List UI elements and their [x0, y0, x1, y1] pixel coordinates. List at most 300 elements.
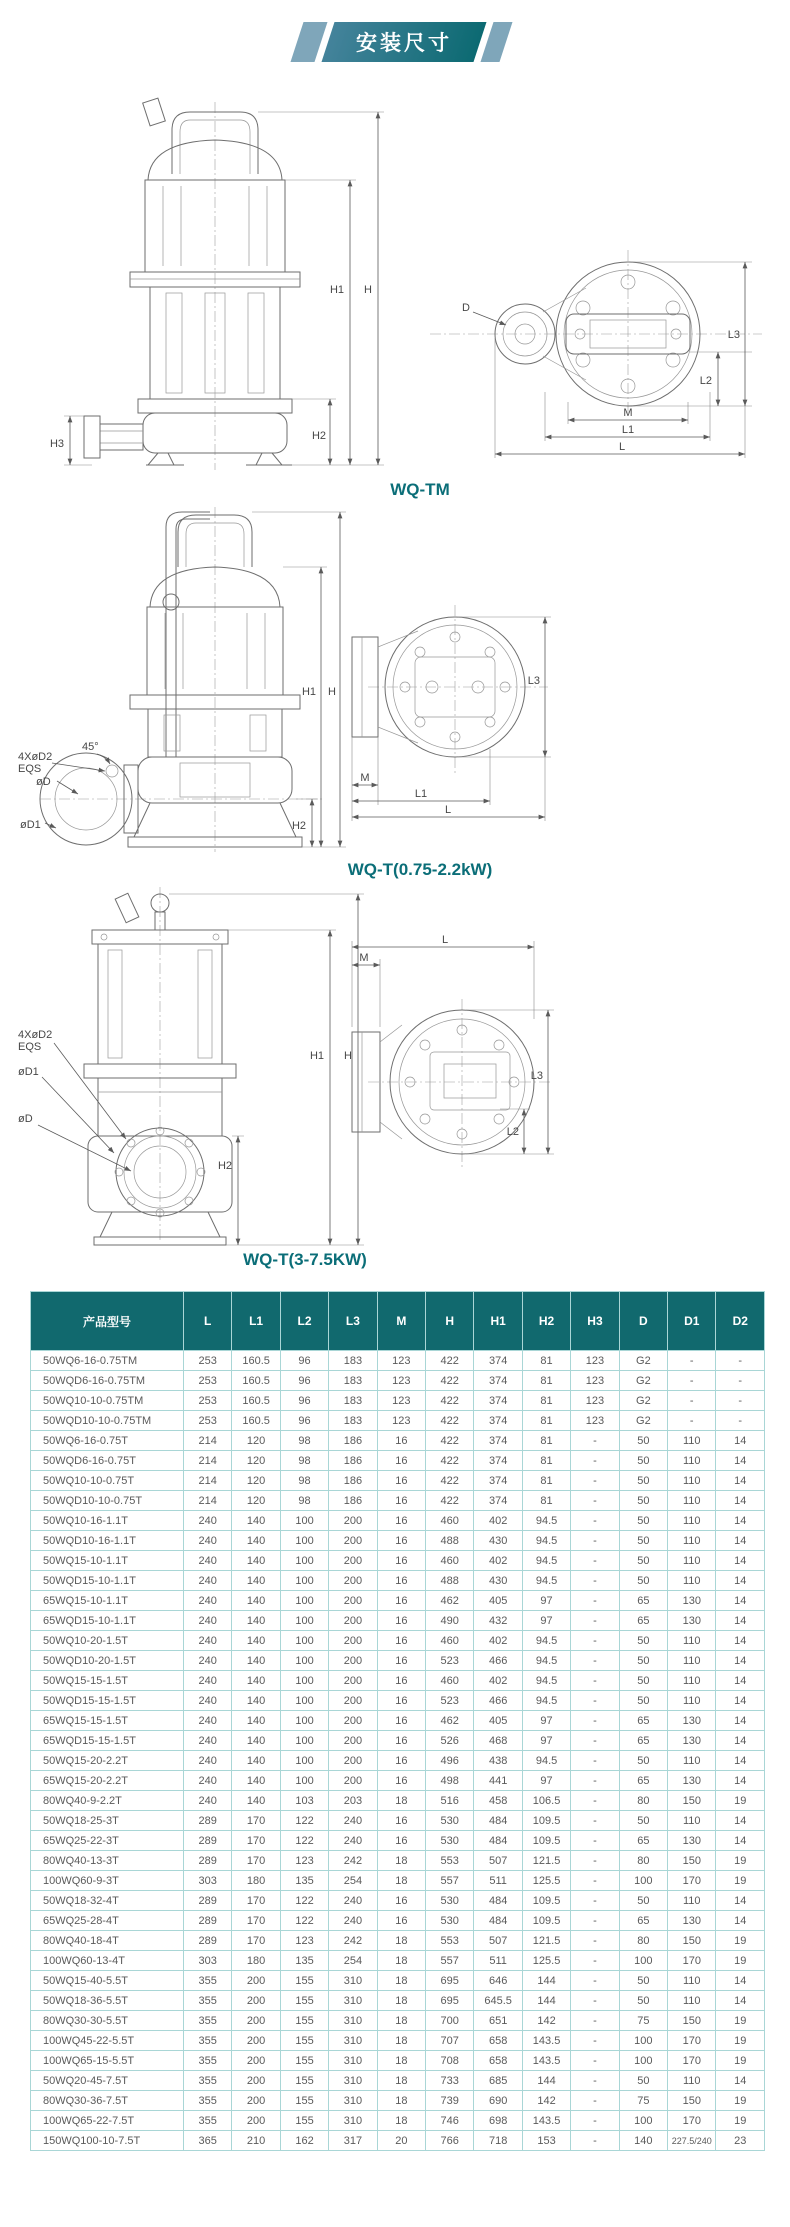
value-cell: 81	[522, 1491, 570, 1511]
value-cell: 18	[377, 1791, 425, 1811]
value-cell: 718	[474, 2131, 522, 2151]
value-cell: 123	[280, 1931, 328, 1951]
value-cell: 203	[329, 1791, 377, 1811]
value-cell: 200	[232, 1991, 280, 2011]
value-cell: 96	[280, 1351, 328, 1371]
value-cell: 374	[474, 1471, 522, 1491]
table-row	[31, 1571, 765, 1591]
value-cell: 110	[668, 1451, 716, 1471]
value-cell: 289	[184, 1911, 232, 1931]
value-cell: 289	[184, 1891, 232, 1911]
dimension-table	[30, 1291, 765, 2151]
value-cell: 526	[426, 1731, 474, 1751]
model-cell: 50WQD15-10-1.1T	[31, 1571, 184, 1591]
model-cell: 50WQ10-20-1.5T	[31, 1631, 184, 1651]
value-cell: -	[571, 1591, 619, 1611]
value-cell: 50	[619, 1651, 667, 1671]
model-cell: 50WQ15-10-1.1T	[31, 1551, 184, 1571]
value-cell: -	[571, 2011, 619, 2031]
value-cell: 374	[474, 1391, 522, 1411]
value-cell: 16	[377, 1691, 425, 1711]
value-cell: 310	[329, 2031, 377, 2051]
value-cell: 200	[232, 2011, 280, 2031]
value-cell: 50	[619, 1971, 667, 1991]
value-cell: 100	[619, 2031, 667, 2051]
value-cell: 110	[668, 1551, 716, 1571]
value-cell: 170	[668, 2051, 716, 2071]
value-cell: 140	[232, 1571, 280, 1591]
column-header: H3	[571, 1292, 619, 1351]
value-cell: 100	[280, 1591, 328, 1611]
value-cell: 530	[426, 1831, 474, 1851]
value-cell: 130	[668, 1711, 716, 1731]
value-cell: 374	[474, 1351, 522, 1371]
value-cell: 200	[232, 2111, 280, 2131]
value-cell: 160.5	[232, 1371, 280, 1391]
value-cell: 253	[184, 1371, 232, 1391]
value-cell: 160.5	[232, 1411, 280, 1431]
value-cell: 100	[280, 1691, 328, 1711]
value-cell: 130	[668, 1611, 716, 1631]
value-cell: 50	[619, 1491, 667, 1511]
value-cell: 200	[329, 1511, 377, 1531]
value-cell: 507	[474, 1931, 522, 1951]
value-cell: 94.5	[522, 1651, 570, 1671]
pump-front-view	[40, 507, 322, 852]
value-cell: -	[571, 1791, 619, 1811]
value-cell: 14	[716, 1751, 765, 1771]
value-cell: 18	[377, 1951, 425, 1971]
value-cell: 651	[474, 2011, 522, 2031]
value-cell: 100	[280, 1611, 328, 1631]
value-cell: 170	[668, 2111, 716, 2131]
value-cell: 14	[716, 1591, 765, 1611]
value-cell: 422	[426, 1391, 474, 1411]
front-view-dimensions	[50, 112, 384, 465]
value-cell: 14	[716, 1811, 765, 1831]
model-cell: 100WQ60-13-4T	[31, 1951, 184, 1971]
dim-label-l3: L3	[727, 329, 740, 341]
value-cell: 240	[184, 1791, 232, 1811]
pump-front-view	[84, 887, 236, 1245]
value-cell: 462	[426, 1591, 474, 1611]
value-cell: 200	[329, 1651, 377, 1671]
value-cell: 289	[184, 1831, 232, 1851]
value-cell: 160.5	[232, 1351, 280, 1371]
value-cell: 81	[522, 1451, 570, 1471]
value-cell: 140	[232, 1591, 280, 1611]
value-cell: 484	[474, 1811, 522, 1831]
value-cell: 355	[184, 2091, 232, 2111]
value-cell: 240	[184, 1611, 232, 1631]
value-cell: 50	[619, 1891, 667, 1911]
value-cell: 123	[571, 1391, 619, 1411]
value-cell: 698	[474, 2111, 522, 2131]
column-header: L1	[232, 1292, 280, 1351]
value-cell: 140	[232, 1671, 280, 1691]
value-cell: 16	[377, 1831, 425, 1851]
table-body	[31, 1351, 765, 2151]
value-cell: 14	[716, 1771, 765, 1791]
value-cell: -	[571, 1811, 619, 1831]
value-cell: 125.5	[522, 1951, 570, 1971]
value-cell: 97	[522, 1591, 570, 1611]
value-cell: 240	[184, 1691, 232, 1711]
value-cell: 19	[716, 2011, 765, 2031]
model-cell: 50WQ18-32-4T	[31, 1891, 184, 1911]
table-row	[31, 1731, 765, 1751]
column-header: H1	[474, 1292, 522, 1351]
value-cell: -	[668, 1411, 716, 1431]
value-cell: 16	[377, 1471, 425, 1491]
value-cell: -	[571, 2031, 619, 2051]
value-cell: 123	[377, 1371, 425, 1391]
value-cell: 200	[329, 1711, 377, 1731]
pump-front-view	[84, 98, 300, 470]
model-cell: 100WQ60-9-3T	[31, 1871, 184, 1891]
dim-label-m: M	[623, 407, 633, 419]
pump-top-view	[430, 250, 762, 414]
table-row	[31, 1451, 765, 1471]
value-cell: 16	[377, 1631, 425, 1651]
value-cell: 130	[668, 1591, 716, 1611]
value-cell: 80	[619, 1931, 667, 1951]
model-cell: 50WQD10-10-0.75T	[31, 1491, 184, 1511]
value-cell: 150	[668, 2011, 716, 2031]
value-cell: 98	[280, 1431, 328, 1451]
value-cell: 50	[619, 1671, 667, 1691]
value-cell: 19	[716, 1791, 765, 1811]
value-cell: 200	[329, 1671, 377, 1691]
value-cell: G2	[619, 1351, 667, 1371]
table-row	[31, 1991, 765, 2011]
table-row	[31, 2071, 765, 2091]
value-cell: 16	[377, 1751, 425, 1771]
value-cell: 140	[232, 1711, 280, 1731]
value-cell: 16	[377, 1531, 425, 1551]
value-cell: 23	[716, 2131, 765, 2151]
value-cell: 143.5	[522, 2031, 570, 2051]
value-cell: 374	[474, 1411, 522, 1431]
value-cell: 402	[474, 1631, 522, 1651]
model-cell: 80WQ40-9-2.2T	[31, 1791, 184, 1811]
value-cell: 103	[280, 1791, 328, 1811]
value-cell: 183	[329, 1411, 377, 1431]
value-cell: 695	[426, 1991, 474, 2011]
value-cell: 289	[184, 1851, 232, 1871]
value-cell: 16	[377, 1431, 425, 1451]
model-cell: 50WQD6-16-0.75T	[31, 1451, 184, 1471]
value-cell: 50	[619, 1691, 667, 1711]
value-cell: 125.5	[522, 1871, 570, 1891]
model-cell: 100WQ45-22-5.5T	[31, 2031, 184, 2051]
value-cell: 746	[426, 2111, 474, 2131]
value-cell: -	[571, 1871, 619, 1891]
value-cell: 140	[232, 1631, 280, 1651]
value-cell: 183	[329, 1391, 377, 1411]
value-cell: -	[571, 1711, 619, 1731]
table-row	[31, 2031, 765, 2051]
value-cell: 100	[280, 1731, 328, 1751]
value-cell: -	[571, 1571, 619, 1591]
value-cell: 18	[377, 1871, 425, 1891]
value-cell: 240	[184, 1571, 232, 1591]
value-cell: 170	[232, 1811, 280, 1831]
table-row	[31, 1491, 765, 1511]
value-cell: 123	[571, 1371, 619, 1391]
value-cell: 122	[280, 1811, 328, 1831]
value-cell: 110	[668, 1971, 716, 1991]
dim-label-l: L	[444, 804, 452, 816]
value-cell: 155	[280, 2051, 328, 2071]
value-cell: 240	[329, 1811, 377, 1831]
value-cell: 50	[619, 1751, 667, 1771]
value-cell: 14	[716, 2071, 765, 2091]
model-cell: 65WQ15-20-2.2T	[31, 1771, 184, 1791]
dim-label-m: M	[359, 952, 369, 964]
value-cell: 432	[474, 1611, 522, 1631]
model-cell: 50WQ15-40-5.5T	[31, 1971, 184, 1991]
value-cell: 14	[716, 1471, 765, 1491]
value-cell: 50	[619, 1811, 667, 1831]
value-cell: -	[571, 1731, 619, 1751]
value-cell: 170	[232, 1911, 280, 1931]
column-header: H2	[522, 1292, 570, 1351]
value-cell: 98	[280, 1451, 328, 1471]
model-cell: 50WQD10-16-1.1T	[31, 1531, 184, 1551]
value-cell: 19	[716, 1951, 765, 1971]
value-cell: 530	[426, 1911, 474, 1931]
page	[0, 22, 790, 2227]
value-cell: 254	[329, 1871, 377, 1891]
value-cell: 140	[232, 1511, 280, 1531]
value-cell: -	[571, 2111, 619, 2131]
model-cell: 65WQD15-10-1.1T	[31, 1611, 184, 1631]
column-header: L3	[329, 1292, 377, 1351]
model-cell: 50WQD6-16-0.75TM	[31, 1371, 184, 1391]
value-cell: 144	[522, 1971, 570, 1991]
value-cell: -	[571, 1831, 619, 1851]
value-cell: 374	[474, 1451, 522, 1471]
table-row	[31, 1631, 765, 1651]
value-cell: 14	[716, 1911, 765, 1931]
bolt-label: 4XøD2	[18, 751, 53, 763]
value-cell: 123	[377, 1351, 425, 1371]
value-cell: 530	[426, 1891, 474, 1911]
figure-title-wq-t-small: WQ-T(0.75-2.2kW)	[347, 860, 493, 879]
value-cell: 186	[329, 1431, 377, 1451]
od1-label: øD1	[20, 819, 41, 831]
value-cell: 496	[426, 1751, 474, 1771]
figure-wq-t-small-drawing	[0, 507, 790, 857]
table-row	[31, 1511, 765, 1531]
value-cell: 355	[184, 2031, 232, 2051]
value-cell: -	[571, 1451, 619, 1471]
pump-flange-view	[352, 999, 552, 1169]
value-cell: 94.5	[522, 1631, 570, 1651]
value-cell: 19	[716, 2031, 765, 2051]
model-cell: 50WQ20-45-7.5T	[31, 2071, 184, 2091]
dim-label-h2: H2	[217, 1160, 232, 1172]
value-cell: 766	[426, 2131, 474, 2151]
value-cell: 110	[668, 1651, 716, 1671]
value-cell: 50	[619, 1631, 667, 1651]
value-cell: 240	[184, 1531, 232, 1551]
section-header	[297, 22, 790, 62]
value-cell: 14	[716, 1491, 765, 1511]
value-cell: 186	[329, 1491, 377, 1511]
value-cell: 155	[280, 2091, 328, 2111]
value-cell: 200	[329, 1591, 377, 1611]
model-cell: 50WQ10-16-1.1T	[31, 1511, 184, 1531]
value-cell: 253	[184, 1411, 232, 1431]
value-cell: 374	[474, 1491, 522, 1511]
value-cell: 402	[474, 1671, 522, 1691]
value-cell: 94.5	[522, 1671, 570, 1691]
value-cell: 355	[184, 2051, 232, 2071]
value-cell: 646	[474, 1971, 522, 1991]
angle-label: 45°	[82, 741, 99, 753]
value-cell: 135	[280, 1951, 328, 1971]
value-cell: 140	[232, 1791, 280, 1811]
value-cell: 140	[232, 1531, 280, 1551]
value-cell: 100	[280, 1631, 328, 1651]
value-cell: 240	[184, 1731, 232, 1751]
value-cell: 150	[668, 1851, 716, 1871]
value-cell: 289	[184, 1811, 232, 1831]
column-header: M	[377, 1292, 425, 1351]
value-cell: 18	[377, 2011, 425, 2031]
value-cell: 16	[377, 1491, 425, 1511]
value-cell: 253	[184, 1351, 232, 1371]
value-cell: -	[571, 1911, 619, 1931]
dim-label-l: L	[618, 441, 626, 453]
table-row	[31, 1531, 765, 1551]
value-cell: 65	[619, 1731, 667, 1751]
column-header: D1	[668, 1292, 716, 1351]
value-cell: -	[571, 1751, 619, 1771]
table-row	[31, 2051, 765, 2071]
value-cell: 365	[184, 2131, 232, 2151]
table-row	[31, 1471, 765, 1491]
value-cell: 200	[329, 1731, 377, 1751]
value-cell: 708	[426, 2051, 474, 2071]
figure-wq-tm-drawing	[0, 62, 790, 477]
value-cell: 553	[426, 1851, 474, 1871]
value-cell: 65	[619, 1911, 667, 1931]
value-cell: 81	[522, 1411, 570, 1431]
table-row	[31, 1591, 765, 1611]
value-cell: 700	[426, 2011, 474, 2031]
value-cell: 143.5	[522, 2051, 570, 2071]
value-cell: 355	[184, 2011, 232, 2031]
table-row	[31, 1751, 765, 1771]
value-cell: 50	[619, 1531, 667, 1551]
value-cell: 100	[619, 2051, 667, 2071]
value-cell: 214	[184, 1431, 232, 1451]
value-cell: 110	[668, 1751, 716, 1771]
value-cell: 14	[716, 1631, 765, 1651]
value-cell: 155	[280, 2031, 328, 2051]
value-cell: 75	[619, 2011, 667, 2031]
value-cell: 100	[280, 1511, 328, 1531]
value-cell: 14	[716, 1651, 765, 1671]
value-cell: 507	[474, 1851, 522, 1871]
value-cell: 484	[474, 1891, 522, 1911]
value-cell: -	[668, 1351, 716, 1371]
value-cell: 155	[280, 1991, 328, 2011]
value-cell: 100	[280, 1751, 328, 1771]
value-cell: 16	[377, 1911, 425, 1931]
value-cell: 162	[280, 2131, 328, 2151]
value-cell: 200	[329, 1751, 377, 1771]
value-cell: 100	[280, 1771, 328, 1791]
value-cell: -	[571, 1551, 619, 1571]
value-cell: 466	[474, 1691, 522, 1711]
value-cell: 183	[329, 1351, 377, 1371]
dim-label-l1: L1	[414, 788, 428, 800]
table-row	[31, 1391, 765, 1411]
value-cell: -	[571, 1671, 619, 1691]
figure-title-wq-t-large: WQ-T(3-7.5KW)	[243, 1250, 367, 1269]
value-cell: 110	[668, 1491, 716, 1511]
dim-label-h1: H1	[309, 1050, 324, 1062]
value-cell: 200	[329, 1571, 377, 1591]
value-cell: 355	[184, 1971, 232, 1991]
value-cell: 468	[474, 1731, 522, 1751]
value-cell: 121.5	[522, 1851, 570, 1871]
value-cell: 484	[474, 1911, 522, 1931]
value-cell: 123	[571, 1351, 619, 1371]
value-cell: 214	[184, 1471, 232, 1491]
value-cell: 80	[619, 1791, 667, 1811]
value-cell: 130	[668, 1831, 716, 1851]
value-cell: 200	[232, 1971, 280, 1991]
value-cell: 240	[184, 1631, 232, 1651]
value-cell: 422	[426, 1411, 474, 1431]
value-cell: 20	[377, 2131, 425, 2151]
value-cell: 109.5	[522, 1831, 570, 1851]
value-cell: 18	[377, 2071, 425, 2091]
table-row	[31, 1711, 765, 1731]
flange-view-dimensions	[352, 617, 551, 821]
value-cell: 50	[619, 1471, 667, 1491]
value-cell: 18	[377, 2051, 425, 2071]
value-cell: 214	[184, 1451, 232, 1471]
value-cell: 140	[232, 1771, 280, 1791]
value-cell: 94.5	[522, 1691, 570, 1711]
top-view-dimensions	[495, 262, 752, 458]
column-header: H	[426, 1292, 474, 1351]
value-cell: 155	[280, 1971, 328, 1991]
value-cell: 14	[716, 1991, 765, 2011]
value-cell: -	[716, 1351, 765, 1371]
value-cell: 122	[280, 1831, 328, 1851]
value-cell: 200	[232, 2051, 280, 2071]
value-cell: 511	[474, 1951, 522, 1971]
value-cell: 170	[668, 1951, 716, 1971]
value-cell: 310	[329, 2051, 377, 2071]
bolt-label: 4XøD2	[18, 1029, 53, 1041]
value-cell: 50	[619, 1991, 667, 2011]
value-cell: 14	[716, 1511, 765, 1531]
value-cell: 16	[377, 1811, 425, 1831]
value-cell: 14	[716, 1451, 765, 1471]
table-row	[31, 2091, 765, 2111]
value-cell: 153	[522, 2131, 570, 2151]
dim-label-d: D	[462, 302, 470, 314]
value-cell: 110	[668, 2071, 716, 2091]
